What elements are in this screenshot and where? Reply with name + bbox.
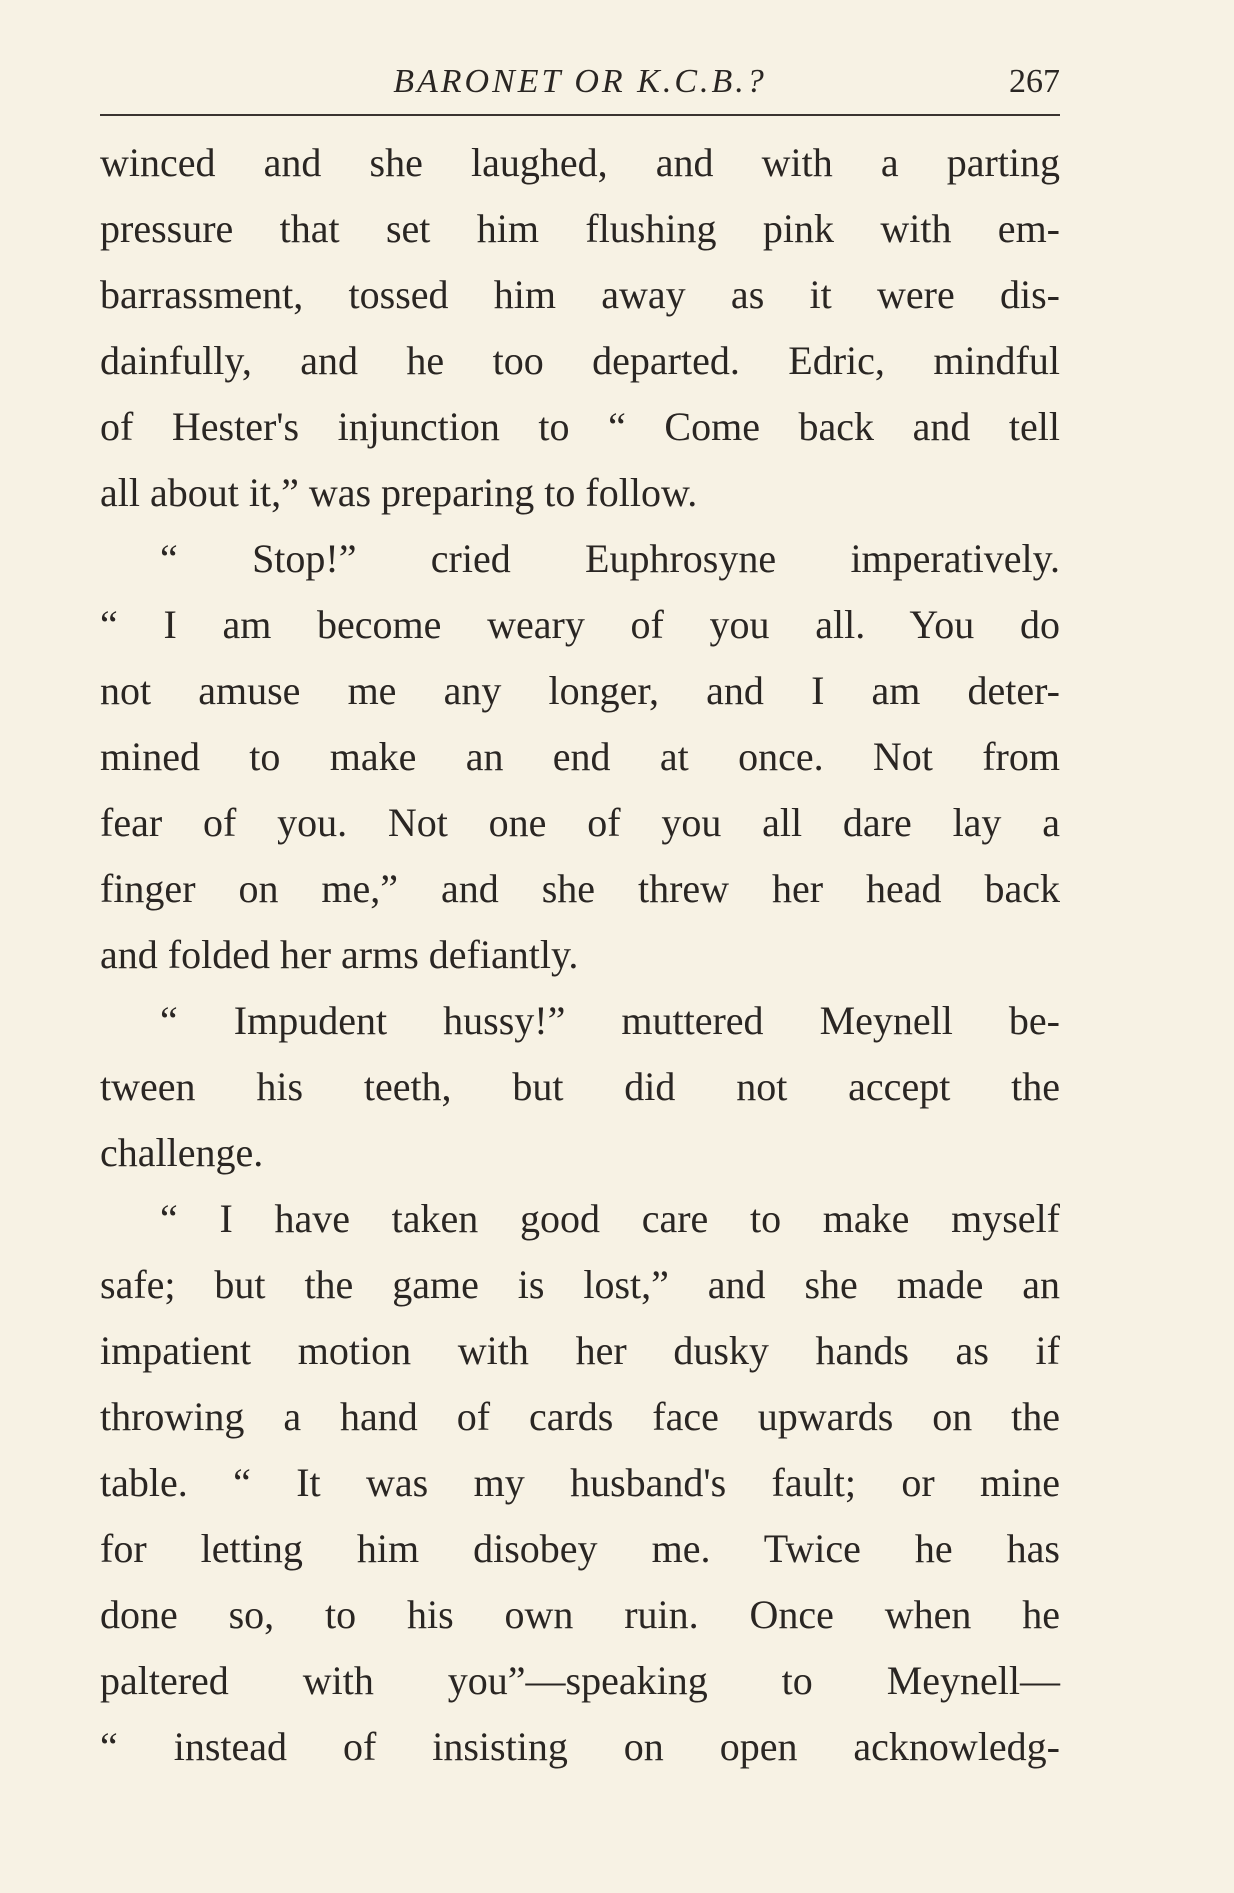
running-title: BARONET OR K.C.B.? <box>393 63 767 100</box>
text-line: “ Impudent hussy!” muttered Meynell be- <box>160 998 1060 1043</box>
header-rule <box>100 114 1060 116</box>
text-line: paltered with you”—speaking to Meynell— <box>100 1658 1060 1703</box>
text-line: “ I have taken good care to make myself <box>160 1196 1060 1241</box>
text-line: impatient motion with her dusky hands as if <box>100 1328 1060 1373</box>
text-line: tween his teeth, but did not accept the <box>100 1064 1060 1109</box>
text-line: mined to make an end at once. Not from <box>100 734 1060 779</box>
text-line: not amuse me any longer, and I am deter- <box>100 668 1060 713</box>
page-header <box>100 56 1060 108</box>
page-number: 267 <box>1009 63 1060 100</box>
text-line: fear of you. Not one of you all dare lay a <box>100 800 1060 845</box>
text-line: finger on me,” and she threw her head back <box>100 866 1060 911</box>
text-line: challenge. <box>100 1130 264 1175</box>
body-text <box>100 130 1060 1780</box>
text-line: dainfully, and he too departed. Edric, mindful <box>100 338 1060 383</box>
text-line: safe; but the game is lost,” and she made an <box>100 1262 1060 1307</box>
text-line: “ I am become weary of you all. You do <box>100 602 1060 647</box>
text-line: “ instead of insisting on open acknowledg- <box>100 1724 1060 1769</box>
text-line: throwing a hand of cards face upwards on the <box>100 1394 1060 1439</box>
text-line: and folded her arms defiantly. <box>100 932 579 977</box>
text-line: all about it,” was preparing to follow. <box>100 470 698 515</box>
text-line: for letting him disobey me. Twice he has <box>100 1526 1060 1571</box>
text-line: done so, to his own ruin. Once when he <box>100 1592 1060 1637</box>
text-line: pressure that set him flushing pink with em- <box>100 206 1060 251</box>
text-line: “ Stop!” cried Euphrosyne imperatively. <box>160 536 1060 581</box>
text-line: of Hester's injunction to “ Come back and tell <box>100 404 1060 449</box>
text-line: table. “ It was my husband's fault; or mine <box>100 1460 1060 1505</box>
text-line: barrassment, tossed him away as it were dis- <box>100 272 1060 317</box>
text-line: winced and she laughed, and with a parting <box>100 140 1060 185</box>
